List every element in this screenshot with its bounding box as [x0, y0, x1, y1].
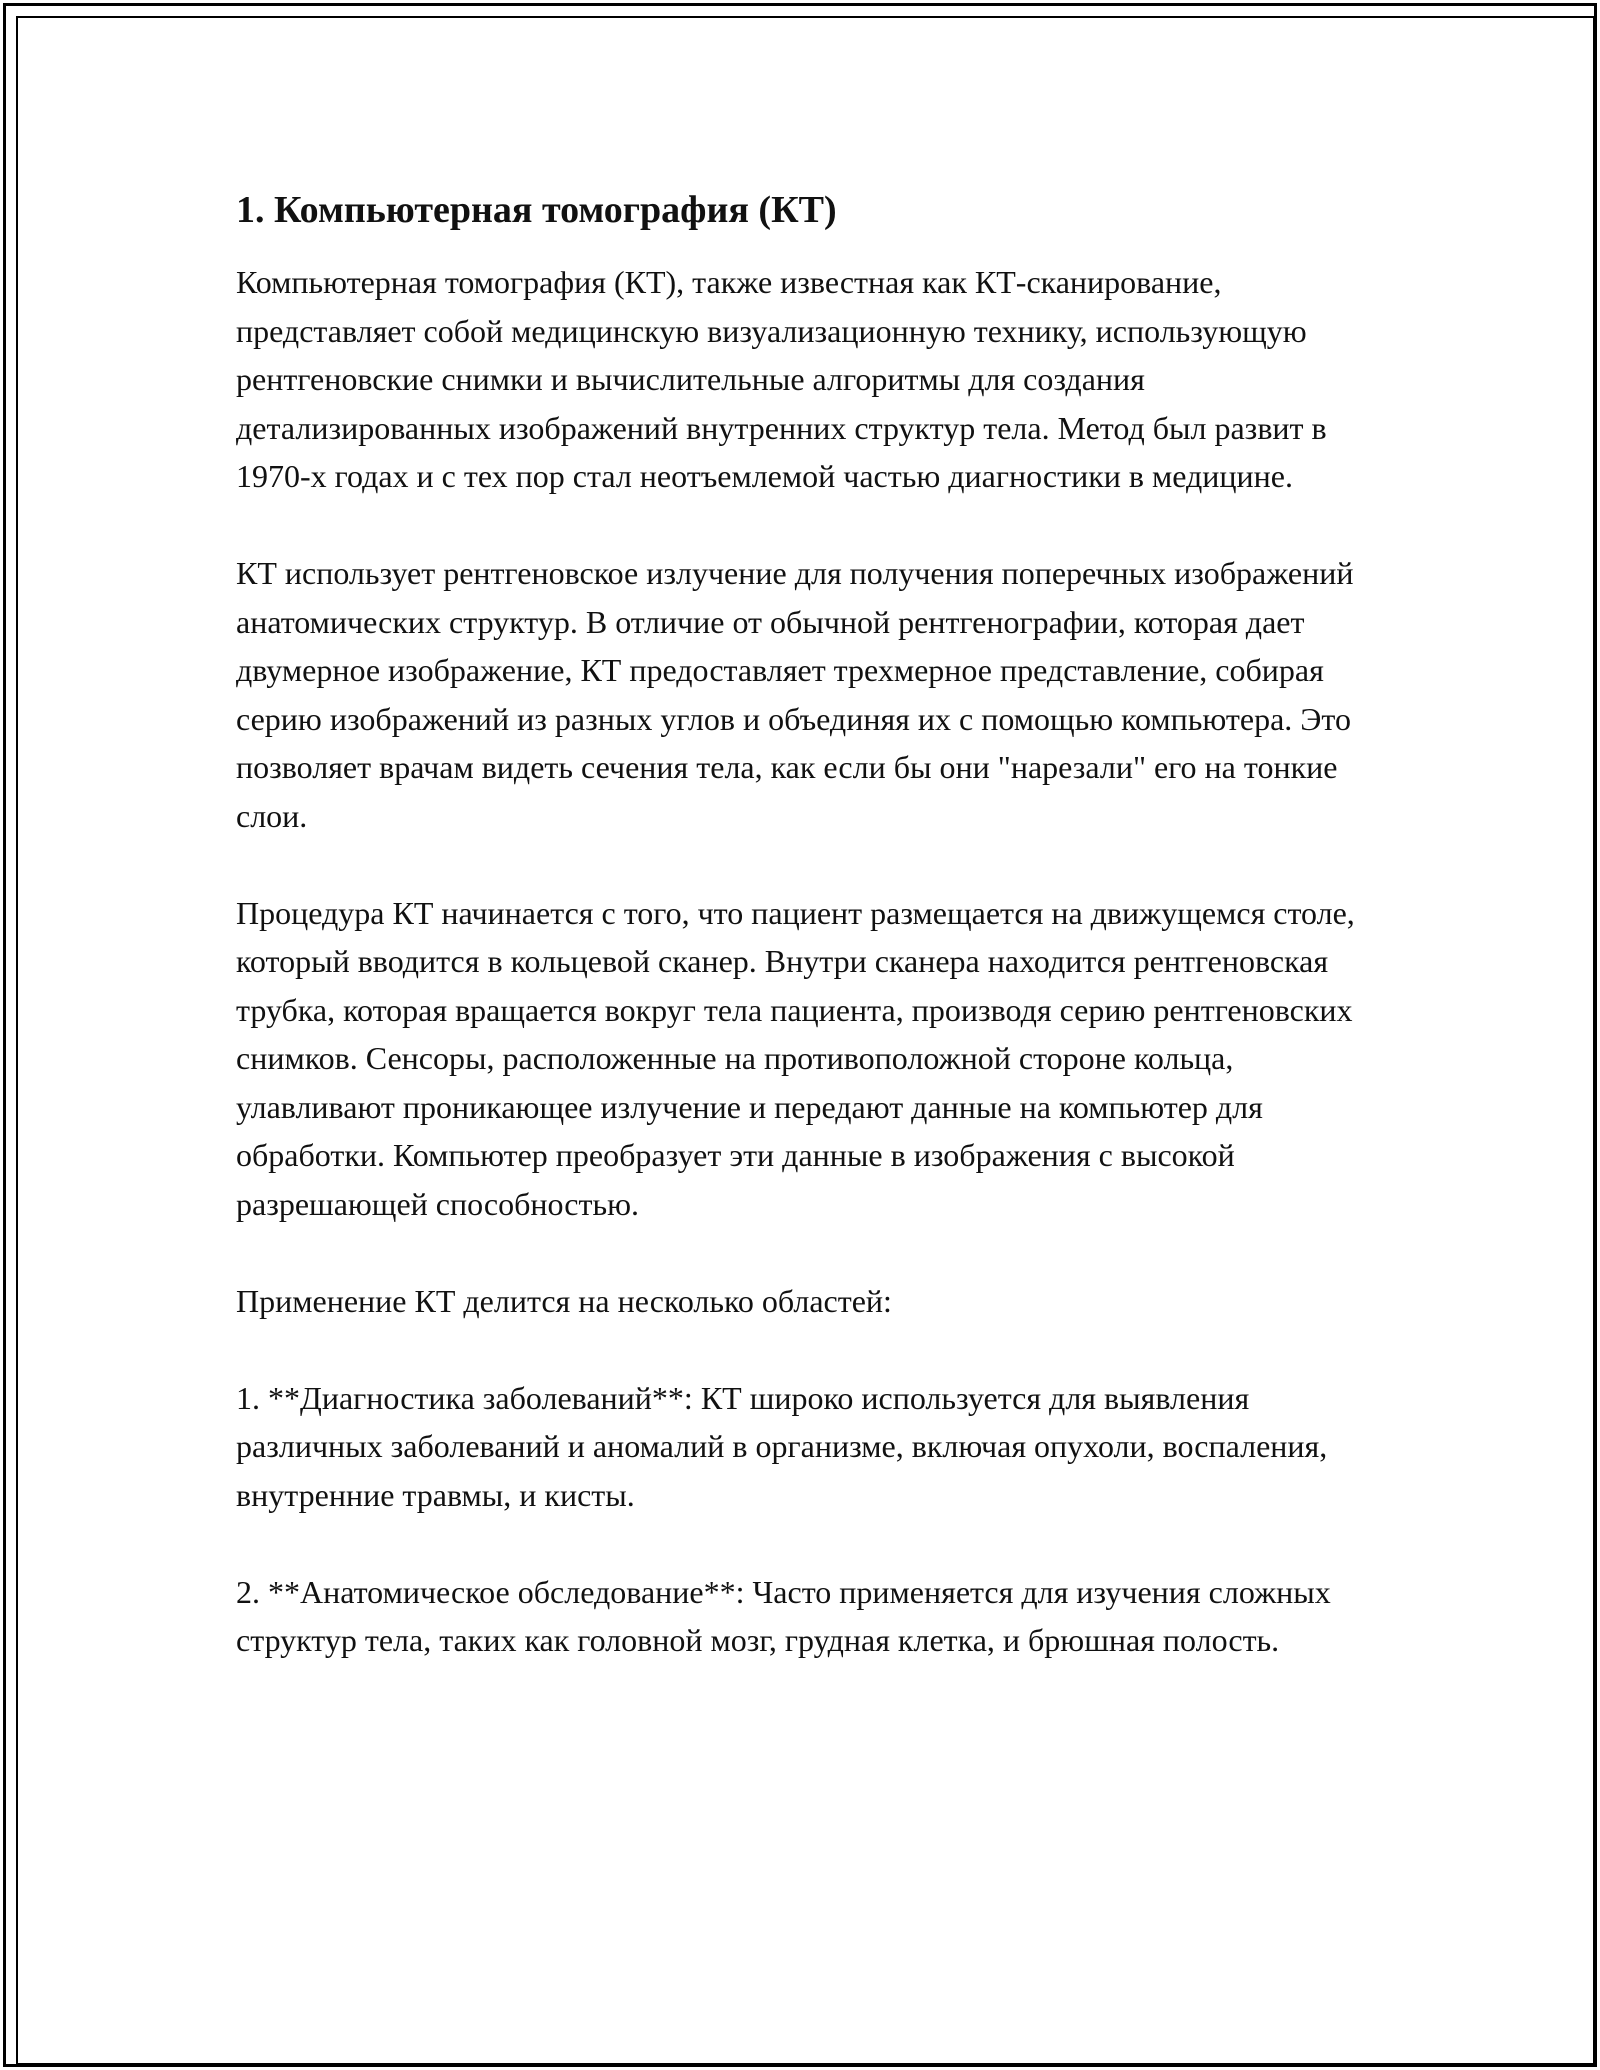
list-item-diagnostics: 1. **Диагностика заболеваний**: КТ широко используется для выявления различных заболеваний и аномалий в организме, включая опухоли, воспаления, внутренние травмы, и кисты. — [236, 1379, 1328, 1513]
paragraph-intro: Компьютерная томография (КТ), также известная как КТ-сканирование, представляет собой медицинскую визуализационную технику, использующую рентгеновские снимки и вычислительные алгоритмы для создания детализированных изображений внутренних структур тела. Метод был развит в 1970-х годах и с тех пор стал неотъемлемой частью диагностики в медицине. — [236, 264, 1327, 494]
section-heading: 1. Компьютерная томография (КТ) — [236, 189, 837, 231]
list-item-anatomy: 2. **Анатомическое обследование**: Часто применяется для изучения сложных структур тела, таких как головной мозг, грудная клетка, и брюшная полость. — [236, 1573, 1331, 1658]
document-body — [236, 186, 1386, 1713]
paragraph-principle: КТ использует рентгеновское излучение для получения поперечных изображений анатомических структур. В отличие от обычной рентгенографии, которая дает двумерное изображение, КТ предоставляет трехмерное представление, собирая серию изображений из разных углов и объединяя их с помощью компьютера. Это позволяет врачам видеть сечения тела, как если бы они "нарезали" его на тонкие слои. — [236, 555, 1354, 834]
paragraph-applications-intro: Применение КТ делится на несколько областей: — [236, 1282, 892, 1319]
paragraph-procedure: Процедура КТ начинается с того, что пациент размещается на движущемся столе, который вводится в кольцевой сканер. Внутри сканера находится рентгеновская трубка, которая вращается вокруг тела пациента, производя серию рентгеновских снимков. Сенсоры, расположенные на противоположной стороне кольца, улавливают проникающее излучение и передают данные на компьютер для обработки. Компьютер преобразует эти данные в изображения с высокой разрешающей способностью. — [236, 894, 1355, 1222]
